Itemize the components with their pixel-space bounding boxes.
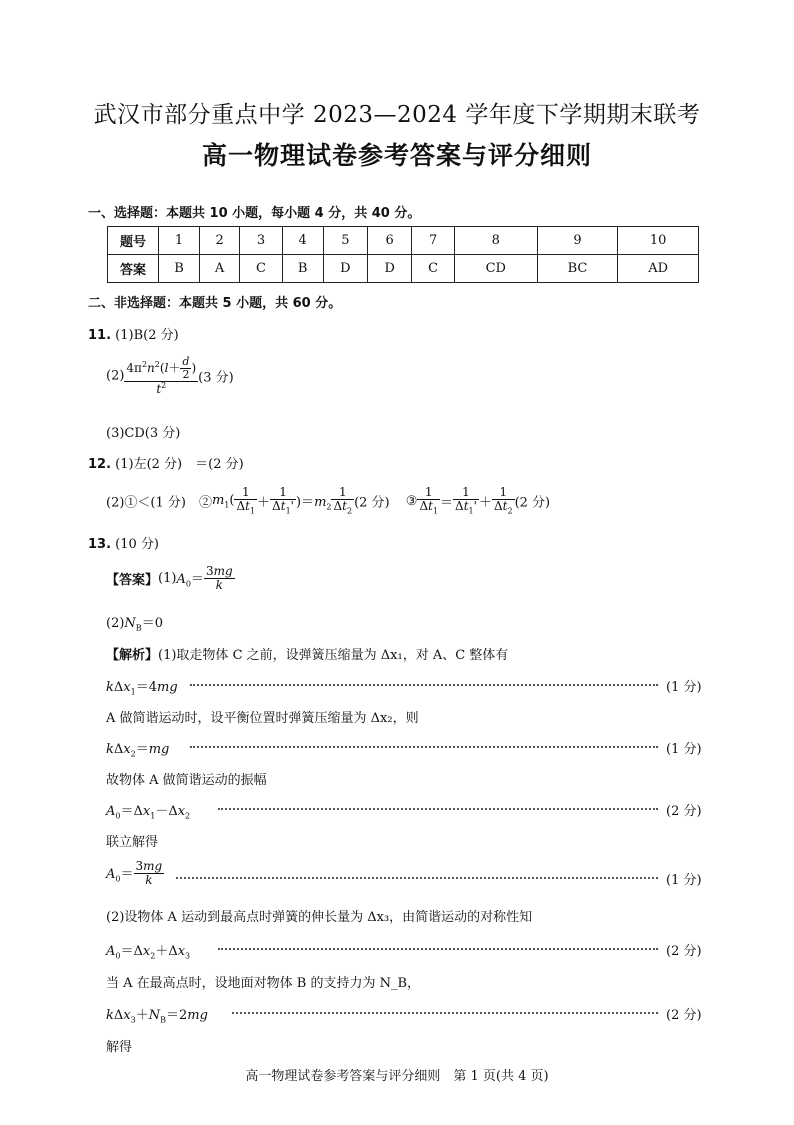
- table-cell: BC: [537, 255, 617, 283]
- table-row-numbers: [108, 227, 699, 255]
- document-subtitle: 高一物理试卷参考答案与评分细则: [201, 141, 592, 170]
- equation-6: $k\Delta x_3+N_B=2mg$: [106, 1008, 208, 1025]
- q11-answer-1: (1)B(2 分): [115, 328, 179, 343]
- question-number: 11.: [88, 328, 112, 343]
- table-cell: 8: [454, 227, 537, 255]
- table-cell: 9: [537, 227, 617, 255]
- q11-part3: (3)CD(3 分): [106, 426, 181, 441]
- equation-3: $A_0=\Delta x_1-\Delta x_2$: [106, 804, 191, 821]
- answer-table: [107, 226, 699, 283]
- leader-dots: [218, 948, 658, 950]
- table-cell: 6: [368, 227, 412, 255]
- analysis-line: A 做简谐运动时，设平衡位置时弹簧压缩量为 Δx₂，则: [106, 711, 419, 726]
- table-cell: D: [323, 255, 367, 283]
- points-label: (2 分): [666, 944, 702, 959]
- points-label: (2 分): [666, 1008, 702, 1023]
- equation-2: kΔx$_2$＝mg: [106, 742, 170, 759]
- q11-part1: [88, 324, 179, 343]
- q12-part2: (2)①＜(1 分) $②m_1$( $\frac{1}{\Delta t_1}$ ＋ $\frac{1}{\Delta t_1'}$ )$=m_2$ $\frac{1}{\Delta t_2}$ (2 分) ③ $\frac{1}{\Delta t_1}$ ＝ $\frac{1}{\Delta t_1'}$ ＋ $\frac{1}{\Delta t_2}$ (2 分): [106, 485, 551, 516]
- q11-part2: [106, 356, 234, 396]
- section1-heading: 一、选择题：本题共 10 小题，每小题 4 分，共 40 分。: [88, 206, 421, 221]
- table-cell: C: [412, 255, 454, 283]
- q12-part2-text: (2)①＜(1 分) ②: [106, 495, 212, 511]
- table-cell: CD: [454, 255, 537, 283]
- leader-dots: [176, 877, 658, 879]
- analysis-line: (2)设物体 A 运动到最高点时弹簧的伸长量为 Δx₃，由简谐运动的对称性知: [106, 910, 533, 925]
- table-cell: AD: [618, 255, 699, 283]
- points-label: (1 分): [666, 742, 702, 757]
- answer-part2-label: (2): [106, 616, 125, 631]
- analysis-line: 故物体 A 做简谐运动的振幅: [106, 773, 267, 788]
- leader-dots: [190, 746, 658, 748]
- q13-answer-2: $(2)N_B=0$: [106, 616, 163, 633]
- table-cell: 10: [618, 227, 699, 255]
- analysis-line: 联立解得: [106, 835, 159, 850]
- section2-heading: 二、非选择题：本题共 5 小题，共 60 分。: [88, 296, 342, 311]
- row-label-number: 题号: [108, 227, 159, 255]
- question-number: 13.: [88, 537, 112, 552]
- table-cell: 3: [240, 227, 282, 255]
- q12-part2-score: (2 分): [354, 495, 390, 511]
- row-label-answer: 答案: [108, 255, 159, 283]
- table-cell: 2: [199, 227, 239, 255]
- question-number: 12.: [88, 457, 112, 472]
- page-footer: 高一物理试卷参考答案与评分细则 第 1 页(共 4 页): [245, 1069, 549, 1084]
- points-label: (1 分): [666, 680, 702, 695]
- q12-part3-score: (2 分): [514, 495, 551, 511]
- table-row-answers: [108, 255, 699, 283]
- q13-analysis-1: [106, 644, 508, 663]
- table-cell: B: [282, 255, 323, 283]
- leader-dots: [190, 684, 658, 686]
- points-label: (1 分): [666, 873, 702, 888]
- q11-formula: $4\pi^2n^2(l+$ $\frac{d}{2}$ ) $t^2$: [126, 355, 197, 397]
- q12-part1: [88, 453, 244, 472]
- leader-dots: [232, 1012, 658, 1014]
- analysis-label: 【解析】: [106, 648, 159, 663]
- equation-1: kΔx$_1$＝4mg: [106, 680, 178, 697]
- table-cell: A: [199, 255, 239, 283]
- answer-label: 【答案】: [106, 573, 159, 589]
- answer-part1-label: (1): [158, 571, 177, 587]
- analysis-line: 当 A 在最高点时，设地面对物体 B 的支持力为 N_B，: [106, 976, 421, 991]
- document-title: 武汉市部分重点中学 2023—2024 学年度下学期期末联考: [93, 102, 701, 128]
- analysis-line: 解得: [106, 1040, 133, 1055]
- analysis-line: (1)取走物体 C 之前，设弹簧压缩量为 Δx₁，对 A、C 整体有: [158, 648, 509, 663]
- leader-dots: [218, 808, 658, 810]
- q13-score: (10 分): [115, 537, 159, 552]
- equation-5: $A_0=\Delta x_2+\Delta x_3$: [106, 944, 191, 961]
- table-cell: 4: [282, 227, 323, 255]
- table-cell: B: [159, 255, 200, 283]
- equation-4: $A_0=$ $\frac{3mg}{k}$: [106, 859, 163, 888]
- q12-answer-1: (1)左(2 分) ＝(2 分): [115, 457, 244, 472]
- q13-answer-1: 【答案】$(1)A_0=$ $\frac{3mg}{k}$: [106, 564, 233, 593]
- q11-part2-score: (3 分): [198, 370, 234, 386]
- table-cell: C: [240, 255, 282, 283]
- q13-header: [88, 533, 159, 552]
- table-cell: 7: [412, 227, 454, 255]
- q12-part3-label: ③: [405, 493, 418, 509]
- q11-part2-label: (2): [106, 368, 125, 384]
- table-cell: 5: [323, 227, 367, 255]
- points-label: (2 分): [666, 804, 702, 819]
- table-cell: 1: [159, 227, 200, 255]
- table-cell: D: [368, 255, 412, 283]
